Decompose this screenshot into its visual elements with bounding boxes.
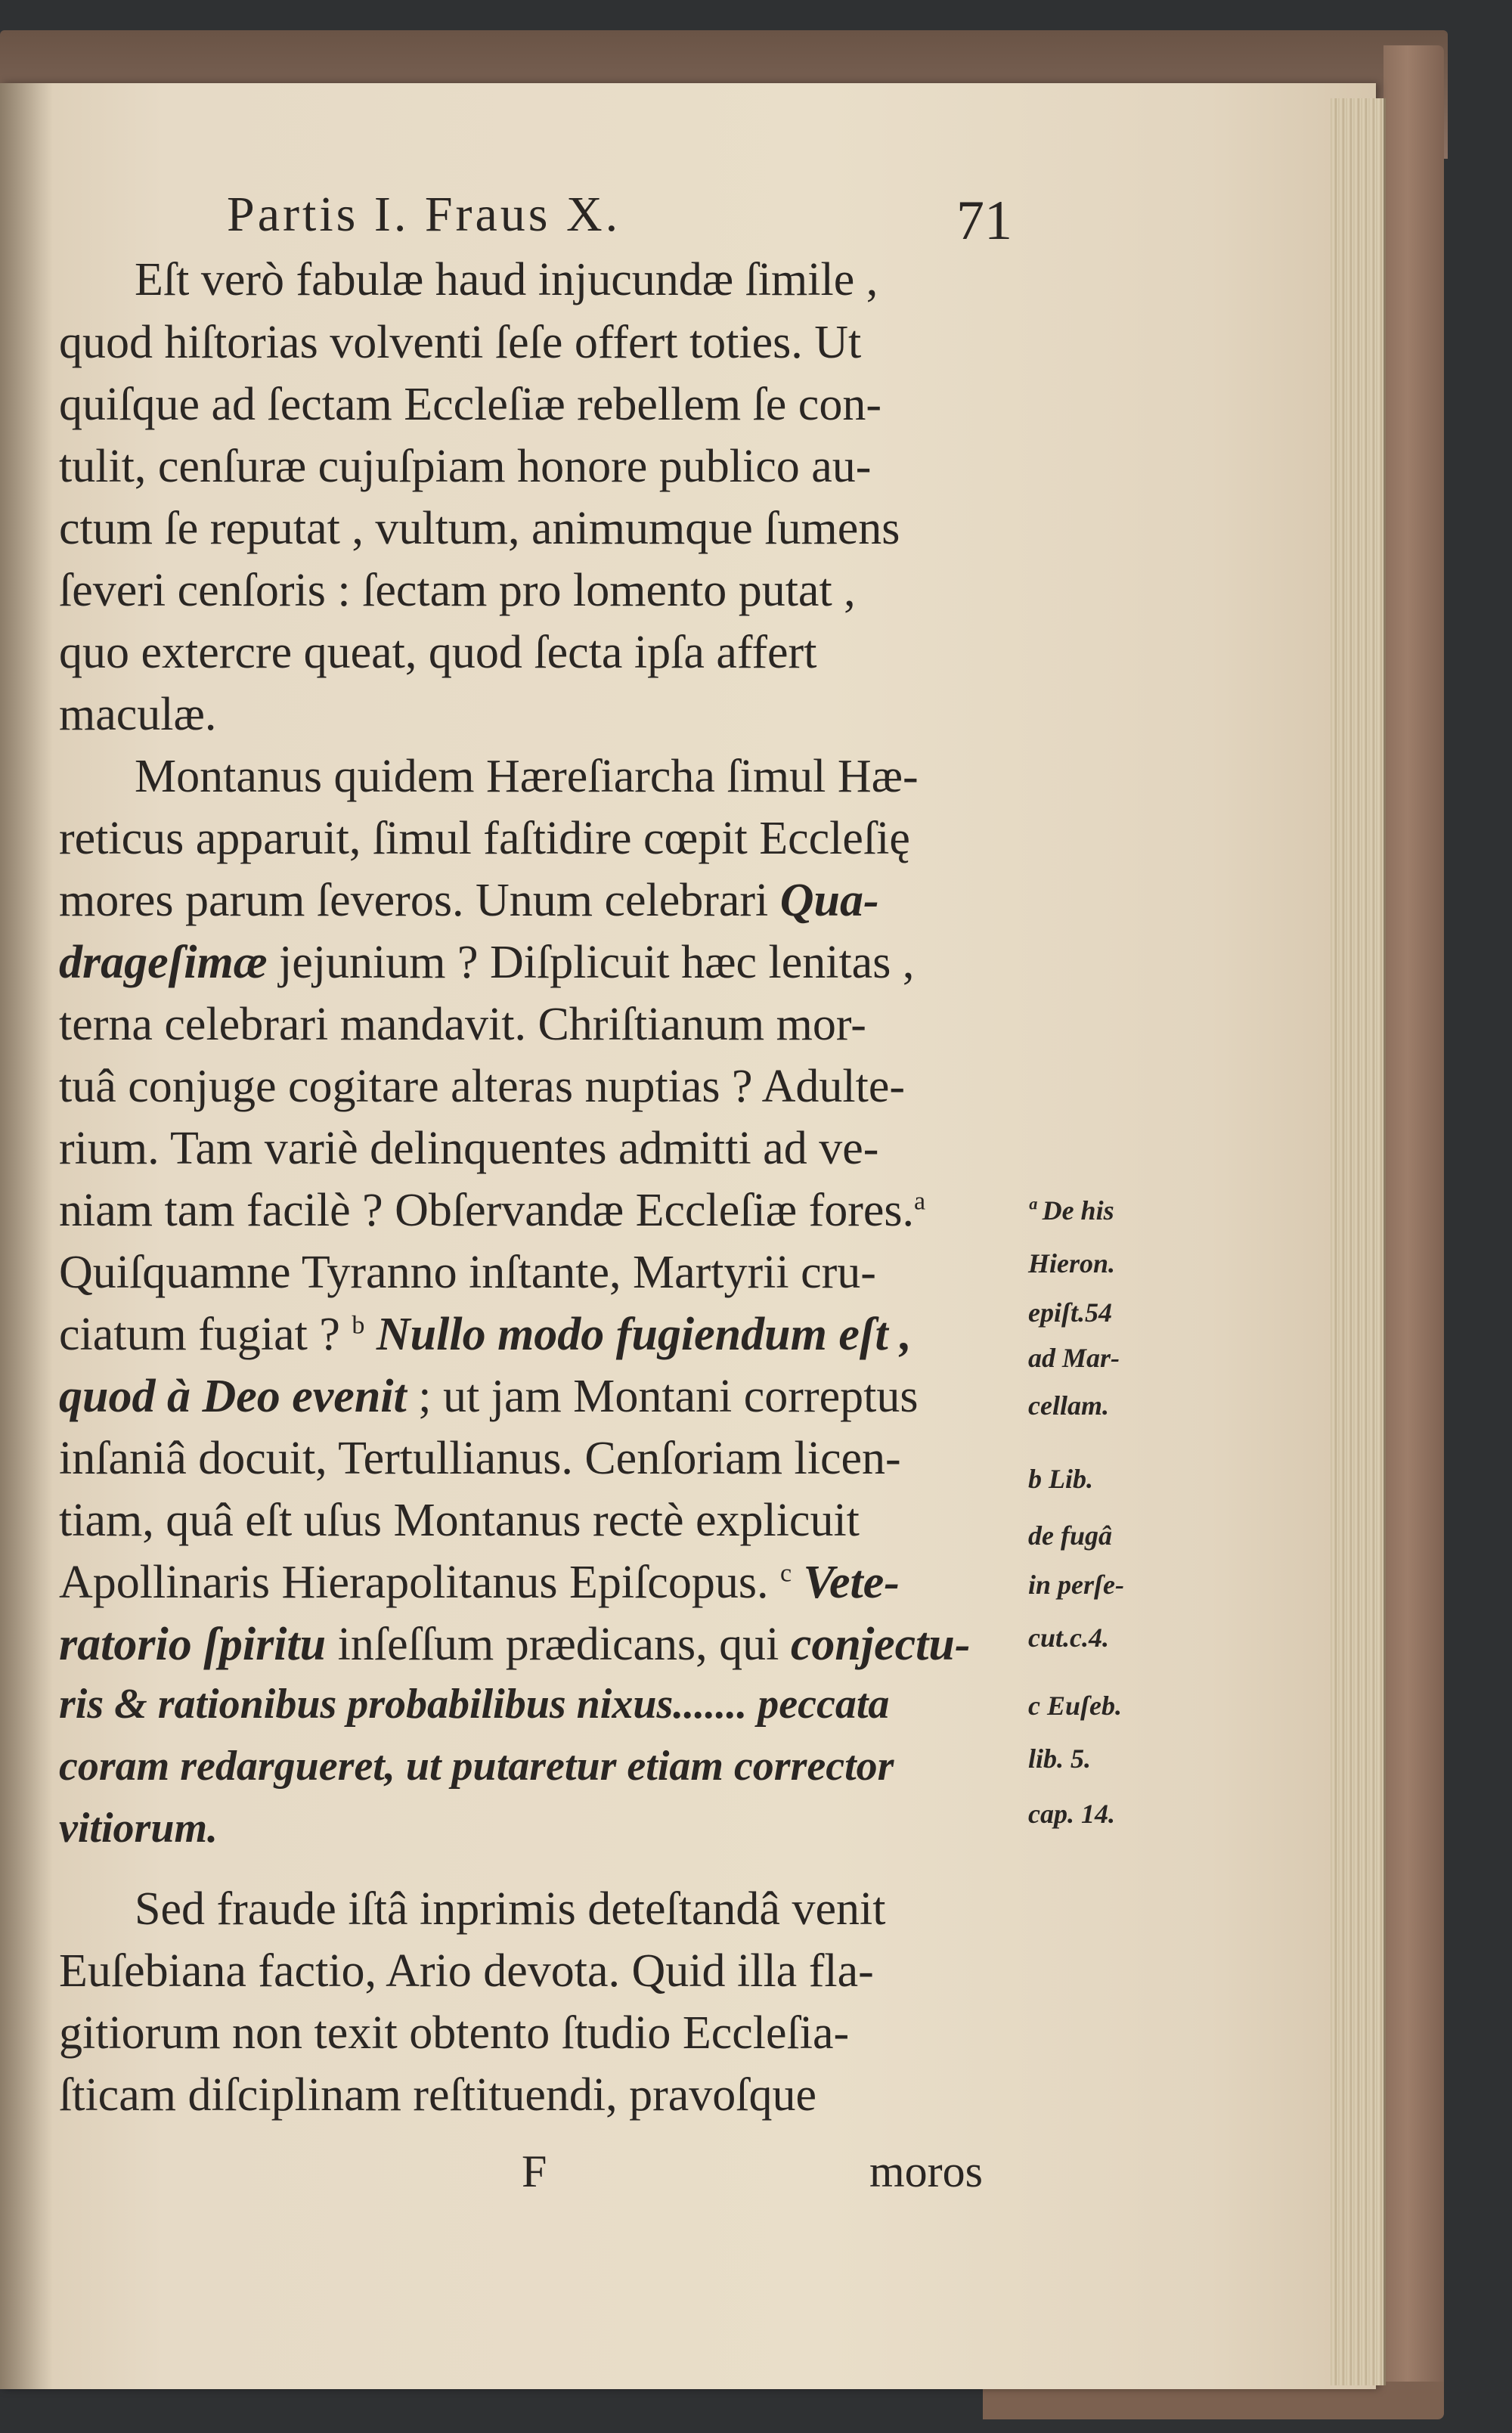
margin-note: cellam. [1028,1390,1109,1421]
margin-note: b Lib. [1028,1464,1093,1494]
text-line: tuâ conjuge cogitare alteras nuptias ? Adulte- [59,1061,906,1112]
text-line: Eſt verò fabulæ haud injucundæ ſimile , [135,254,878,305]
text-line: gitiorum non texit obtento ſtudio Eccleſia- [59,2007,850,2059]
text-line: Montanus quidem Hæreſiarcha ſimul Hæ- [135,751,919,802]
text-line: inſaniâ docuit, Tertullianus. Cenſoriam licen- [59,1433,901,1484]
text-line: rium. Tam variè delinquentes admitti ad ve- [59,1123,879,1174]
text-line: ctum ſe reputat , vultum, animumque ſumens [59,503,900,554]
text-line: reticus apparuit, ſimul faſtidire cœpit Eccleſię [59,813,910,864]
text-line: drageſimæ jejunium ? Diſplicuit hæc lenitas , [59,937,915,988]
text-line: quod à Deo evenit ; ut jam Montani correptus [59,1371,919,1422]
margin-note: ad Mar- [1028,1343,1120,1373]
page-edges [1331,98,1386,2385]
margin-note: Hieron. [1028,1248,1116,1278]
book-cover-right [1383,45,1444,2389]
page-number: 71 [956,190,1012,252]
text-line: ſeveri cenſoris : ſectam pro lomento putat , [59,565,856,616]
margin-note: c Euſeb. [1028,1691,1122,1721]
running-head: Partis I. Fraus X. [227,187,621,242]
gutter-shadow [0,83,53,2389]
text-line: niam tam facilè ? Obſervandæ Eccleſiæ fores.$^a$ [59,1185,926,1236]
text-line: ratorio ſpiritu inſeſſum prædicans, qui conjectu- [59,1619,971,1670]
text-line: vitiorum. [59,1805,218,1852]
text-line: maculæ. [59,689,217,740]
text-line: Sed fraude iſtâ inprimis deteſtandâ venit [135,1883,886,1935]
signature-mark: F [522,2146,547,2196]
text-line: Euſebiana factio, Ario devota. Quid illa fla- [59,1945,874,1997]
text-line: quiſque ad ſectam Eccleſiæ rebellem ſe con- [59,379,881,430]
text-line: ſticam diſciplinam reſtituendi, pravoſque [59,2069,817,2121]
text-line: Quiſquamne Tyranno inſtante, Martyrii cru- [59,1247,876,1298]
text-line: coram redargueret, ut putaretur etiam corrector [59,1743,894,1790]
italic-term: Qua- [779,875,879,926]
text-line: Apollinaris Hierapolitanus Epiſcopus. $^c$ Vete- [59,1557,900,1608]
catchword: moros [869,2146,983,2196]
margin-note: cut.c.4. [1028,1623,1109,1653]
text-line: tiam, quâ eſt uſus Montanus rectè explicuit [59,1495,860,1546]
text-line: mores parum ſeveros. Unum celebrari Qua- [59,875,879,926]
margin-note: ª De his [1028,1195,1114,1226]
text-line: ris & rationibus probabilibus nixus....... peccata [59,1681,890,1728]
margin-note: in perſe- [1028,1570,1124,1600]
margin-note: epiſt.54 [1028,1297,1112,1328]
margin-note: cap. 14. [1028,1799,1115,1829]
margin-note: de fugâ [1028,1520,1112,1551]
text-line: quod hiſtorias volventi ſeſe offert toties. Ut [59,317,862,368]
text-line: quo extercre queat, quod ſecta ipſa affert [59,627,817,678]
margin-note: lib. 5. [1028,1743,1092,1774]
text-line: ciatum fugiat ? $^b$ Nullo modo fugiendum eſt , [59,1309,912,1360]
text-line: tulit, cenſuræ cujuſpiam honore publico au- [59,441,872,492]
italic-term: drageſimæ [59,937,268,988]
text-line: terna celebrari mandavit. Chriſtianum mor- [59,999,866,1050]
